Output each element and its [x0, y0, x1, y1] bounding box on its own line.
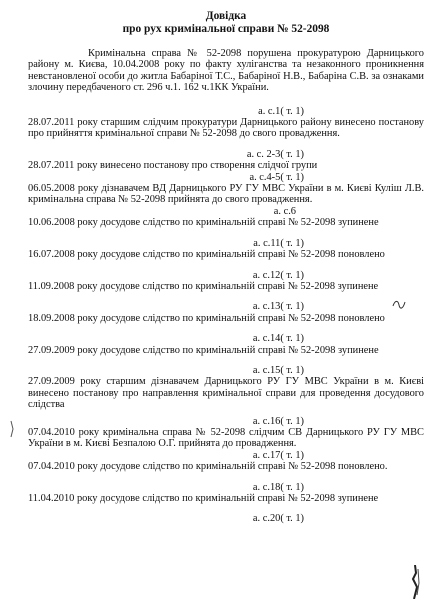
scan-edge-mark-icon	[407, 565, 423, 599]
case-page-ref: а. с.20( т. 1)	[252, 513, 304, 525]
document-title: Довідка	[205, 10, 247, 22]
case-page-ref: а. с.16( т. 1)	[252, 415, 304, 427]
entry-text: 11.09.2008 року досудове слідство по кримінальній справі № 52-2098 зупинене	[28, 280, 379, 292]
margin-scribble-icon	[392, 298, 406, 310]
case-page-ref: а. с. 2-3( т. 1)	[246, 148, 304, 160]
entry-text: 06.05.2008 року дізнавачем ВД Дарницького РУ ГУ МВС України в м. Києві Кулiш Л.В. кримінальна справа № 52-2098 прийнята до свого провадження.	[28, 183, 424, 206]
document-subtitle: про рух кримінальної справи № 52-2098	[122, 23, 330, 35]
case-page-ref: а. с.17( т. 1)	[252, 449, 304, 461]
entry-text: 18.09.2008 року досудове слідство по кримінальній справі № 52-2098 поновлено	[28, 312, 385, 324]
entry-text: 28.07.2011 року старшим слідчим прокуратури Дарницького району винесено постанову про прийняття кримінальної справи № 52-2098 до свого провадження.	[28, 117, 424, 140]
margin-tick-icon	[8, 420, 18, 438]
entry-text: 10.06.2008 року досудове слідство по кримінальній справі № 52-2098 зупинене	[28, 217, 379, 229]
case-page-ref: а. с.18( т. 1)	[252, 481, 304, 493]
case-page-ref: а. с.13( т. 1)	[252, 301, 304, 313]
case-page-ref: а. с.4-5( т. 1)	[249, 171, 304, 183]
case-page-ref: а. с.11( т. 1)	[253, 237, 304, 249]
intro-paragraph: Кримінальна справа № 52-2098 порушена прокуратурою Дарницького району м. Києва, 10.04.2008 року по факту хуліганства та незаконного проникнення невстановленої особи до житла Бабаріної Т.С., Бабаріної Н.В., Бабаріна С.В. за ознаками злочину передбаченого ст. 296 ч.1. 162 ч.1КК України.	[28, 48, 424, 94]
case-page-ref: а. с.1( т. 1)	[258, 105, 304, 117]
case-page-ref: а. с.14( т. 1)	[252, 333, 304, 345]
entry-text: 07.04.2010 року досудове слідство по кримінальній справі № 52-2098 поновлено.	[28, 461, 388, 473]
entry-text: 16.07.2008 року досудове слідство по кримінальній справі № 52-2098 поновлено	[28, 249, 385, 261]
entry-text: 28.07.2011 року винесено постанову про створення слідчої групи	[28, 160, 318, 172]
entry-text: 27.09.2009 року старшим дізнавачем Дарницького РУ ГУ МВС України в м. Києві винесено постанову про направлення кримінальної справи для проведення досудового слідства	[28, 376, 424, 411]
entry-text: 27.09.2009 року досудове слідство по кримінальній справі № 52-2098 зупинене	[28, 344, 379, 356]
case-page-ref: а. с.6	[273, 205, 296, 217]
entry-text: 07.04.2010 року кримінальна справа № 52-2098 слідчим СВ Дарницького РУ ГУ МВС України в м. Києві Безпалою О.Г. прийнята до провадження.	[28, 426, 424, 450]
case-page-ref: а. с.12( т. 1)	[252, 269, 304, 281]
case-page-ref: а. с.15( т. 1)	[252, 364, 304, 376]
entry-text: 11.04.2010 року досудове слідство по кримінальній справі № 52-2098 зупинене	[28, 493, 379, 504]
